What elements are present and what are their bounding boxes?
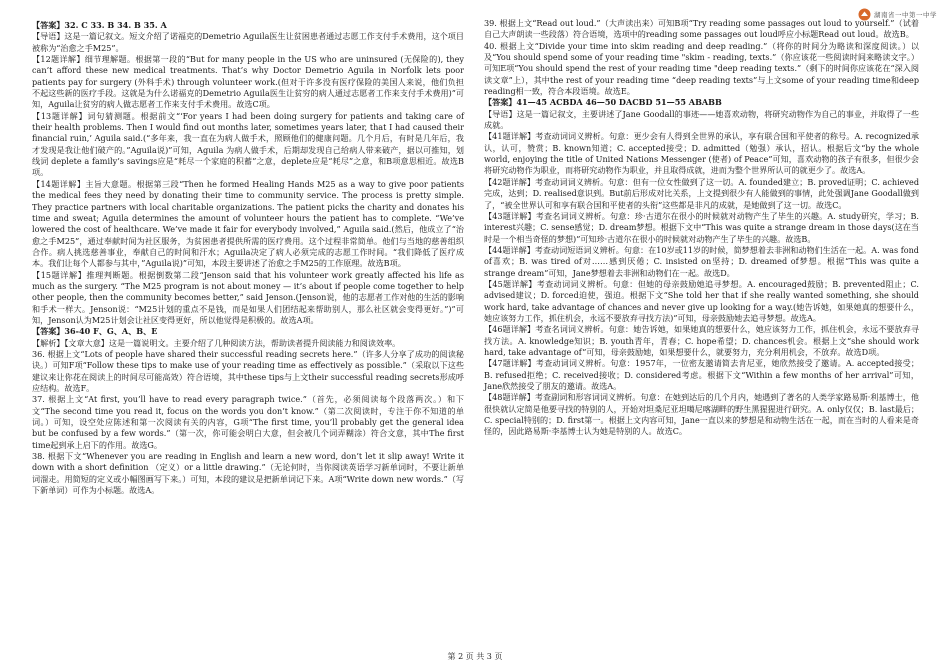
paragraph: 39. 根据上文“Read out loud.”（大声读出来）可知B项“Try reading some passages out loud to yourself.”（试着自己大声朗读一些段落）符合语境，选项中的reading some passages out loud呼应小标题Read out loud。故选B。 (484, 18, 919, 40)
paragraph: 【15题详解】推理判断题。根据倒数第二段“Jenson said that his volunteer work greatly affected his life as much as the surgery. “The M25 program is not about money — it’s about if people come together to help other people, then the community becomes better,” said Jenson.(Jenson说，他的志愿者工作对他的生活的影响和手术一样大。Jenson说：“M25计划的重点不是钱，而是如果人们团结起来帮助别人，那么社区就会变得更好。”)”可知，Jenson认为M25计划会让社区变得更好，所以他觉得是积极的。故选A项。 (32, 269, 464, 325)
paragraph: 38. 根据下文“Whenever you are reading in English and learn a new word, don’t let it slip away! Write it down with a short definition （定义）or a little drawing.”（无论何时，当你阅读英语学习新单词时，不要让新单词溜走。用简短的定义或小幅图画写下来。）可知，本段的建议是把新单词记下来。A项“Write down new words.”（写下新单词）可作为小标题。故选A。 (32, 451, 464, 496)
paragraph: 【47题详解】考查动词词义辨析。句意：1957年，一位密友邀请简去肯尼亚，她欣然接受了邀请。A. accepted接受；B. refused拒绝；C. received接收；D. considered考虑。根据下文“Within a few months of her arrival”可知，Jane欣然接受了朋友的邀请。故选A。 (484, 358, 919, 391)
answer-line: 【答案】32. C 33. B 34. B 35. A (32, 20, 167, 30)
paragraph: 【48题详解】考查副词和形容词词义辨析。句意：在她到达后的几个月内，她遇到了著名的人类学家路易斯·利基博士，他很快就认定简是他要寻找的特别的人，开始对坦桑尼亚坦噶尼喀湖畔的野生黑猩猩进行研究。A. only仅仅；B. last最后；C. special特别的；D. first第一。根据上文内容可知，Jane一直以来的梦想是和动物生活在一起，而在当时的人看来是奇怪的，因此路易斯·李基博士认为她是特别的人。故选C。 (484, 392, 919, 437)
paragraph: 【44题详解】考查动词短语词义辨析。句意：在10岁或11岁的时候，简梦想着去非洲和动物们生活在一起。A. was fond of喜欢；B. was tired of对……感到厌倦；C. insisted on坚持；D. dreamed of梦想。根据“This was quite a strange dream”可知，Jane梦想着去非洲和动物们在一起。故选D。 (484, 244, 919, 278)
paragraph: 40. 根据上文“Divide your time into skim reading and deep reading.”（将你的时间分为略读和深度阅读。）以及“You should spend some of your reading time "skim - reading, texts.”（你应该花一些阅读时间来略读文字。）可知E项“You should spend the rest of your reading time "deep reading texts.”（剩下的时间你应该花在“深入阅读文章”上），其中the rest of your reading time “deep reading texts”与上文some of your reading time和deep reading相一致，符合本段语境。故选E。 (484, 40, 919, 97)
paragraph: 【42题详解】考查动词词义辨析。句意：但有一位女性做到了这一切。A. founded建立；B. proved证明；C. achieved完成，达到；D. realised意识到。But前后形成对比关系，上文提到很少有人能做到的事情，此处强调Jane Goodall做到了，“被全世界认可和享有联合国和平使者的头衔”这些都是非凡的成就，是她做到了这一切。故选C。 (484, 176, 919, 210)
paragraph: 【导语】这是一篇记叙文，主要讲述了Jane Goodall的事迹——她喜欢动物，将研究动物作为自己的事业，并取得了一些成就。 (484, 108, 919, 131)
paragraph: 【46题详解】考查名词词义辨析。句意：她告诉她，如果她真的想要什么，她应该努力工作，抓住机会，永远不要放弃寻找方法。A. knowledge知识；B. youth青年，青春；C. hope希望；D. chances机会。根据上文“she should work hard, take advantage of”可知，母亲鼓励她，如果想要什么，就要努力，充分利用机会，不放弃。故选D项。 (484, 324, 919, 357)
paragraph: 【13题详解】词句猜测题。根据前文“‘For years I had been doing surgery for patients and taking care of their health problems. Then I would find out months later, sometimes years later, that I had caused their financial ruin,’ Aguila said.(“多年来，我一直在为病人做手术，照顾他们的健康问题。几个月后，有时是几年后，我才发现是我让他们破产的。”Aguila说)”可知，Aguila 为病人做手术，后期却发现自己给病人带来破产，据以可推知，划线词 deplete a family’s savings应是“耗尽一个家庭的积蓄”之意，deplete应是“耗尽”之意，和B项意思相近。故选B项。 (32, 110, 464, 178)
paragraph: 【12题详解】细节理解题。根据第一段的“But for many people in the US who are uninsured (无保险的), they can’t afford these new medical treatments. That’s why Doctor Demetrio Aguila in Norfolk lets poor patients pay for surgery (外科手术) through volunteer work.(但对于许多没有医疗保险的美国人来说，他们负担不起这些新的医疗手段。这就是为什么诺福克的Demetrio Aguila医生让贫穷的病人通过志愿者工作来支付手术费用)”可知，Aguila让贫穷的病人做志愿者工作来支付手术费用。故选C项。 (32, 54, 464, 110)
paragraph: 【导语】这是一篇记叙文。短文介绍了诺福克的Demetrio Aguila医生让贫困患者通过志愿工作支付手术费用，这个项目被称为“治愈之手M25”。 (32, 31, 464, 53)
right-column (484, 18, 919, 438)
paragraph: 【解析】【文章大意】这是一篇说明文。主要介绍了几种阅读方法，帮助读者提升阅读能力和阅读效率。 (32, 337, 401, 348)
answer-line: 【答案】36-40 F、G、A、B、E (32, 326, 158, 337)
school-logo-text: 湖南省一中第一中学 (874, 10, 937, 19)
paragraph: 37. 根据上文“At first, you’ll have to read every paragraph twice.”（首先，必须阅读每个段落两次。）和下文“The second time you read it, focus on the words you don’t know.”（第二次阅读时，专注于你不知道的单词。）可知，设空处应陈述和第一次阅读有关的内容，G项“The first time, you’ll probably get the general idea but be confused by a few words.”（第一次，你可能会明白大意，但会被几个词弄糊涂）符合文意，其中The first time起到承上启下的作用。故选G。 (32, 394, 464, 450)
answer-line: 【答案】41—45 ACBDA 46—50 DACBD 51—55 ABABB (484, 97, 722, 108)
paragraph: 【43题详解】考查名词词义辨析。句意：珍·古道尔在很小的时候就对动物产生了毕生的兴趣。A. study研究，学习；B. interest兴趣；C. sense感觉；D. dream梦想。根据下文中“This was quite a strange dream in those days(这在当时是一个相当奇怪的梦想)”可知珍·古道尔在很小的时候就对动物产生了毕生的兴趣。故选B。 (484, 210, 919, 244)
paragraph: 【41题详解】考查动词词义辨析。句意：更少会有人得到全世界的承认，享有联合国和平使者的称号。A. recognized承认，认可，赞赏；B. known知道；C. accepted接受；D. admitted（勉强）承认，招认。根据后文“by the whole world, enjoying the title of United Nations Messenger (使者) of Peace”可知，喜欢动物的孩子有很多，但很少会将研究动物作为职业，而将研究动物作为职业，并且取得成就，进而为整个世界所认可的就更少了。故选A。 (484, 131, 919, 176)
page-footer: 第 2 页 共 3 页 (447, 652, 503, 661)
paragraph: 【14题详解】主旨大意题。根据第三段“Then he formed Healing Hands M25 as a way to give poor patients the medical fees they need by donating their time to community service. The process is pretty simple. They practice partners with local charitable organizations. The patient picks the charity and donates his time and sweat; Aguila determines the amount of volunteer hours the patient has to complete. “We’ve lowered the cost of healthcare. We’ve made it fair for everybody involved,” Aguila said.(然后，他成立了“治愈之手M25”，通过奉献时间为社区服务，为贫困患者提供所需的医疗费用。这个过程非常简单。他们与当地的慈善组织合作。病人挑选慈善事业，奉献自己的时间和汗水；Aguila决定了病人必须完成的志愿工作时间。“我们降低了医疗成本。我们让每个人都参与其中，”Aguila说)”可知，本段主要讲述了治愈之手M25的工作原理。故选B项。 (32, 178, 464, 269)
paragraph: 36. 根据上文“Lots of people have shared their successful reading secrets here.”（许多人分享了成功的阅读秘诀。）可知F项“Follow these tips to make use of your reading time as effectively as possible.”（采取以下这些建议来让你花在阅读上的时间尽可能高效）符合语境，其中these tips与上文their successful reading secrets形成呼应结构。故选F。 (32, 348, 464, 393)
left-column (32, 20, 464, 496)
paragraph: 【45题详解】考查动词词义辨析。句意：但她的母亲鼓励她追寻梦想。A. encouraged鼓励；B. prevented阻止；C. advised建议；D. forced迫使，强迫。根据下文“She told her that if she really wanted something, she should work hard, take advantage of chances and never give up looking for a way.(她告诉她，如果她真的想要什么，她应该努力工作，抓住机会，永远不要放弃寻找方法)”可知，母亲鼓励她去追寻梦想。故选A。 (484, 278, 919, 323)
